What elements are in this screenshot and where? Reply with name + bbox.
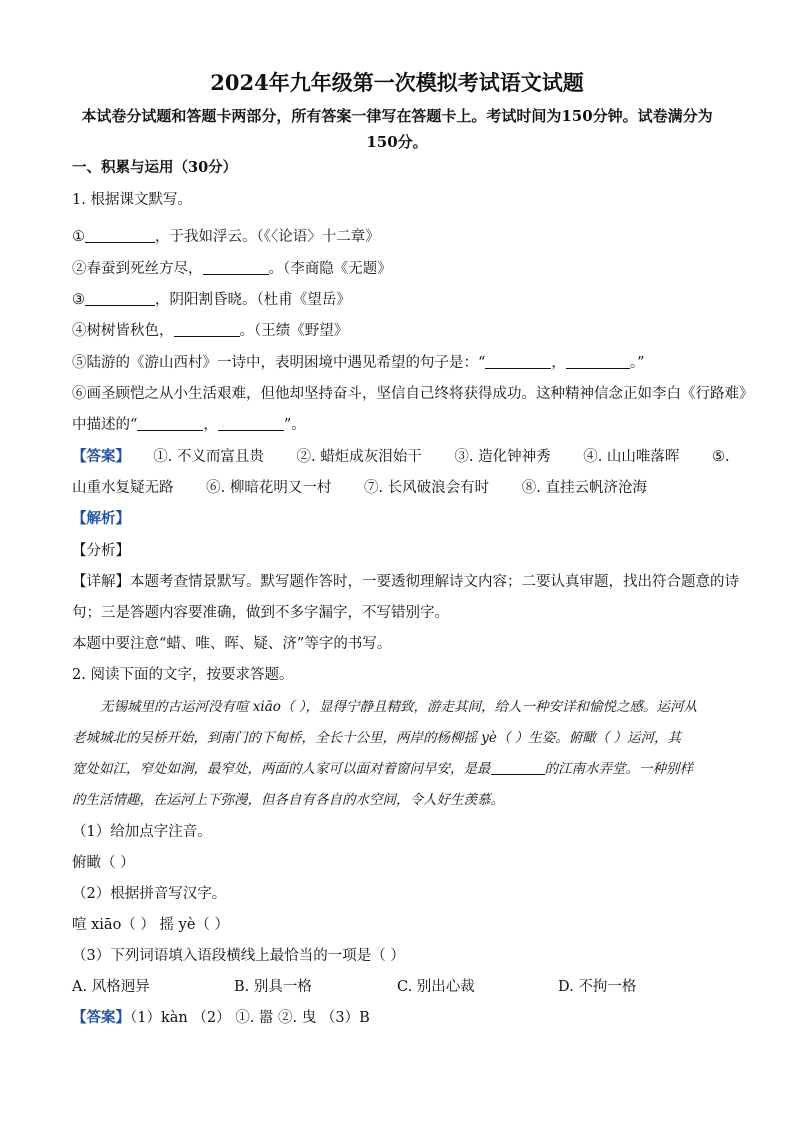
item-text: ③	[72, 292, 85, 308]
detail-line-2: 句；三是答题内容要准确，做到不多字漏字，不写错别字。	[72, 605, 449, 621]
item-text: ②春蚕到死丝方尽，	[72, 261, 203, 277]
question-1-answers-cont	[72, 476, 647, 497]
passage-line-4: 的生活情趣，在运河上下弥漫，但各自有各自的水空间，令人好生羡慕。	[72, 792, 504, 808]
answer-blank	[85, 291, 155, 307]
passage-line-1: 无锡城里的古运河没有喧 xiāo（ ），显得宁静且精致，游走其间，给人一种安详和愉悦之感。运河从	[100, 699, 697, 715]
answer-blank	[491, 761, 545, 776]
question-1-item-4	[72, 319, 348, 340]
item-text: ①	[72, 229, 85, 245]
detail-tag: 【详解】	[72, 574, 130, 590]
answer-item: ④. 山山唯落晖	[583, 449, 680, 465]
sub-question-3: （3）下列词语填入语段横线上最恰当的一项是（ ）	[72, 948, 405, 964]
question-1-answers	[72, 445, 730, 466]
answer-blank	[137, 416, 203, 432]
sub-question-1-item: 俯瞰（ ）	[72, 855, 135, 871]
answer-item: ①. 不义而富且贵	[153, 449, 264, 465]
item-text: 中描述的“	[72, 417, 138, 433]
sub-question-2: （2）根据拼音写汉字。	[72, 886, 227, 902]
page-title: 2024年九年级第一次模拟考试语文试题	[210, 70, 584, 95]
answer-blank	[218, 416, 284, 432]
answer-item: ⑤.	[712, 449, 730, 465]
writing-note: 本题中要注意“蜡、唯、晖、疑、济”等字的书写。	[72, 636, 392, 652]
item-text: ，	[203, 417, 218, 433]
question-1-item-6-cont	[72, 413, 306, 434]
sub-question-2-item: 喧 xiāo（ ） 摇 yè（ ）	[72, 917, 230, 933]
option-a: A. 风格迥异	[72, 979, 150, 995]
answer-blank	[485, 354, 551, 370]
item-text: 。（李商隐《无题》	[268, 261, 392, 277]
answer-blank	[203, 260, 269, 276]
answer-item: ③. 造化钟神秀	[454, 449, 551, 465]
answer-blank	[566, 354, 630, 370]
item-text: ⑤陆游的《游山西村》一诗中，表明困境中遇见希望的句子是：“	[72, 355, 486, 371]
option-b: B. 别具一格	[234, 979, 312, 995]
option-c: C. 别出心裁	[397, 979, 475, 995]
option-d: D. 不拘一格	[558, 979, 637, 995]
item-text: 。（王绩《野望》	[239, 323, 349, 339]
question-2-stem: 2. 阅读下面的文字，按要求答题。	[72, 667, 294, 683]
detail-text: 本题考查情景默写。默写题作答时，一要透彻理解诗文内容；二要认真审题，找出符合题意的诗	[130, 574, 739, 590]
answer-tag: 【答案】	[72, 448, 130, 465]
answer-item: 山重水复疑无路	[72, 480, 174, 496]
item-text: ，阴阳割昏晓。（杜甫《望岳》	[155, 292, 351, 308]
passage-line-3	[72, 757, 693, 777]
question-1-item-5	[72, 351, 645, 372]
question-1-item-1	[72, 225, 380, 246]
item-text: ”。	[283, 417, 306, 433]
answer-blank	[174, 322, 240, 338]
question-2-answers	[72, 1006, 370, 1027]
question-1-item-6: ⑥画圣顾恺之从小生活艰难，但他却坚持奋斗，坚信自己终将获得成功。这种精神信念正如李白《行路难》	[72, 386, 754, 402]
answer-item: ⑥. 柳暗花明又一村	[206, 480, 332, 496]
passage-text: 宽处如江，窄处如涧，最窄处，两面的人家可以面对着窗问早安，是最	[72, 761, 491, 777]
passage-line-2: 老城城北的吴桥开始，到南门的下甸桥，全长十公里，两岸的杨柳摇 yè（ ）生姿。俯瞰（ ）运河，其	[72, 730, 681, 746]
answer-item: ⑦. 长风破浪会有时	[363, 480, 490, 496]
answer-blank	[85, 228, 155, 244]
item-text: ④树树皆秋色，	[72, 323, 174, 339]
fenxi-tag: 【分析】	[72, 543, 130, 559]
section-heading: 一、积累与运用（30分）	[72, 159, 238, 176]
question-1-item-2	[72, 257, 392, 278]
item-text: ，	[551, 355, 566, 371]
analysis-tag: 【解析】	[72, 510, 130, 527]
passage-text: 的江南水弄堂。一种别样	[544, 761, 693, 777]
question-1-stem: 1. 根据课文默写。	[72, 192, 192, 208]
item-text: ，于我如浮云。（《〈论语〉十二章》	[155, 229, 380, 245]
exam-instructions: 本试卷分试题和答题卡两部分，所有答案一律写在答题卡上。考试时间为150分钟。试卷满分为150分。	[81, 107, 713, 151]
item-text: 。”	[629, 355, 645, 371]
answer-text: （1）kàn （2） ①. 嚣 ②. 曳 （3）B	[130, 1010, 370, 1026]
sub-question-1: （1）给加点字注音。	[72, 824, 212, 840]
answer-tag: 【答案】	[72, 1009, 130, 1026]
question-1-item-3	[72, 288, 351, 309]
answer-item: ⑧. 直挂云帆济沧海	[521, 480, 647, 496]
answer-item: ②. 蜡炬成灰泪始干	[296, 449, 422, 465]
detail-line-1	[72, 570, 739, 591]
